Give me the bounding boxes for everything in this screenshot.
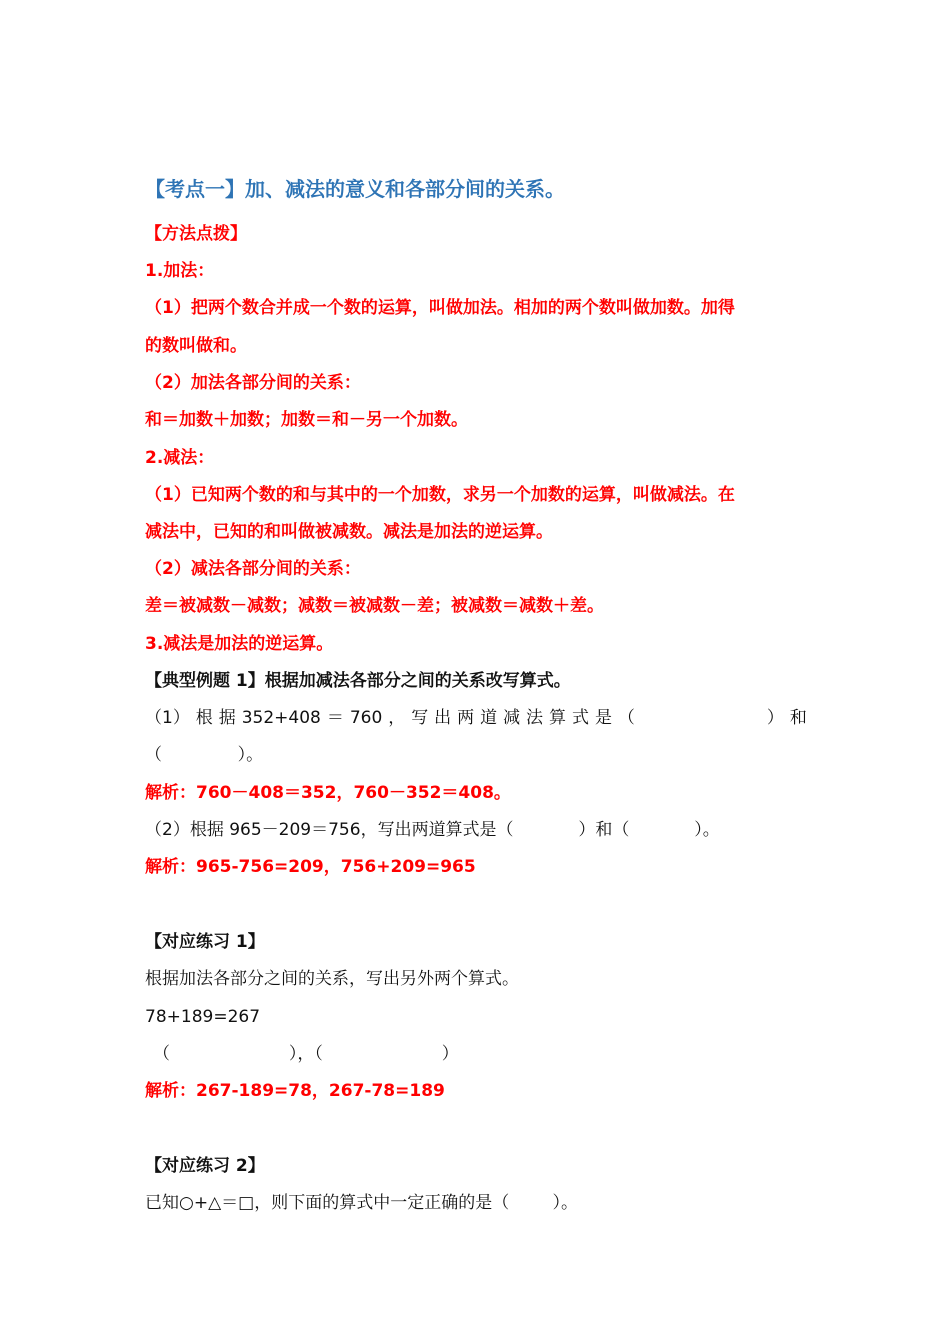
q1-token: 是 xyxy=(594,708,612,728)
addition-title: 1.加法： xyxy=(145,261,215,281)
q1-token: 出 xyxy=(434,708,452,728)
example1-title: 【典型例题 1】根据加减法各部分之间的关系改写算式。 xyxy=(145,671,571,691)
practice1-text: 根据加法各部分之间的关系，写出另外两个算式。 xyxy=(145,969,519,989)
practice1-answer-blanks[interactable]: （ ），（ ） xyxy=(153,1044,459,1064)
example1-answer2: 解析：965-756=209，756+209=965 xyxy=(145,857,476,877)
subtraction-definition-line1: （1）已知两个数的和与其中的一个加数，求另一个加数的运算，叫做减法。在 xyxy=(145,485,735,505)
q1-token: 和 xyxy=(789,708,807,728)
q1-token: 道 xyxy=(480,708,498,728)
practice1-equation: 78+189=267 xyxy=(145,1007,261,1027)
example1-question1-line1 xyxy=(145,706,807,730)
practice2-text[interactable]: 已知○+△＝□，则下面的算式中一定正确的是（ ）。 xyxy=(145,1193,578,1213)
addition-relation-title: （2）加法各部分间的关系： xyxy=(145,373,361,393)
q1-token: 法 xyxy=(526,708,544,728)
answer-blank[interactable] xyxy=(641,706,761,730)
q1-token: （ xyxy=(617,708,635,728)
q1-token: 两 xyxy=(457,708,475,728)
subtraction-relation-formula: 差＝被减数－减数；减数＝被减数－差；被减数＝减数＋差。 xyxy=(145,596,604,616)
q1-token: 352+408 xyxy=(241,708,321,728)
q1-token: （1） xyxy=(145,708,190,728)
q1-token: 据 xyxy=(218,708,236,728)
q1-token: ） xyxy=(766,708,784,728)
addition-definition-line2: 的数叫做和。 xyxy=(145,336,247,356)
practice1-title: 【对应练习 1】 xyxy=(145,932,265,952)
q1-token: 写 xyxy=(411,708,429,728)
q1-token: ， xyxy=(388,708,406,728)
subtraction-definition-line2: 减法中，已知的和叫做被减数。减法是加法的逆运算。 xyxy=(145,522,553,542)
section-heading: 【考点一】加、减法的意义和各部分间的关系。 xyxy=(145,177,565,201)
q1-token: 减 xyxy=(503,708,521,728)
q1-token: 算 xyxy=(549,708,567,728)
q1-token: 式 xyxy=(571,708,589,728)
addition-relation-formula: 和＝加数＋加数；加数＝和－另一个加数。 xyxy=(145,410,468,430)
addition-definition-line1: （1）把两个数合并成一个数的运算，叫做加法。相加的两个数叫做加数。加得 xyxy=(145,298,735,318)
practice2-title: 【对应练习 2】 xyxy=(145,1156,265,1176)
q1-token: 根 xyxy=(195,708,213,728)
example1-question1-line2[interactable]: （ ）。 xyxy=(145,745,264,765)
subtraction-title: 2.减法： xyxy=(145,448,215,468)
practice1-answer: 解析：267-189=78，267-78=189 xyxy=(145,1081,445,1101)
subtraction-relation-title: （2）减法各部分间的关系： xyxy=(145,559,361,579)
q1-token: ＝ xyxy=(326,708,344,728)
example1-question2[interactable]: （2）根据 965－209＝756，写出两道算式是（ ）和（ ）。 xyxy=(145,820,720,840)
q1-token: 760 xyxy=(349,708,383,728)
example1-answer1: 解析：760－408＝352，760－352＝408。 xyxy=(145,783,511,803)
inverse-operation-note: 3.减法是加法的逆运算。 xyxy=(145,634,334,654)
method-title: 【方法点拨】 xyxy=(145,224,247,244)
